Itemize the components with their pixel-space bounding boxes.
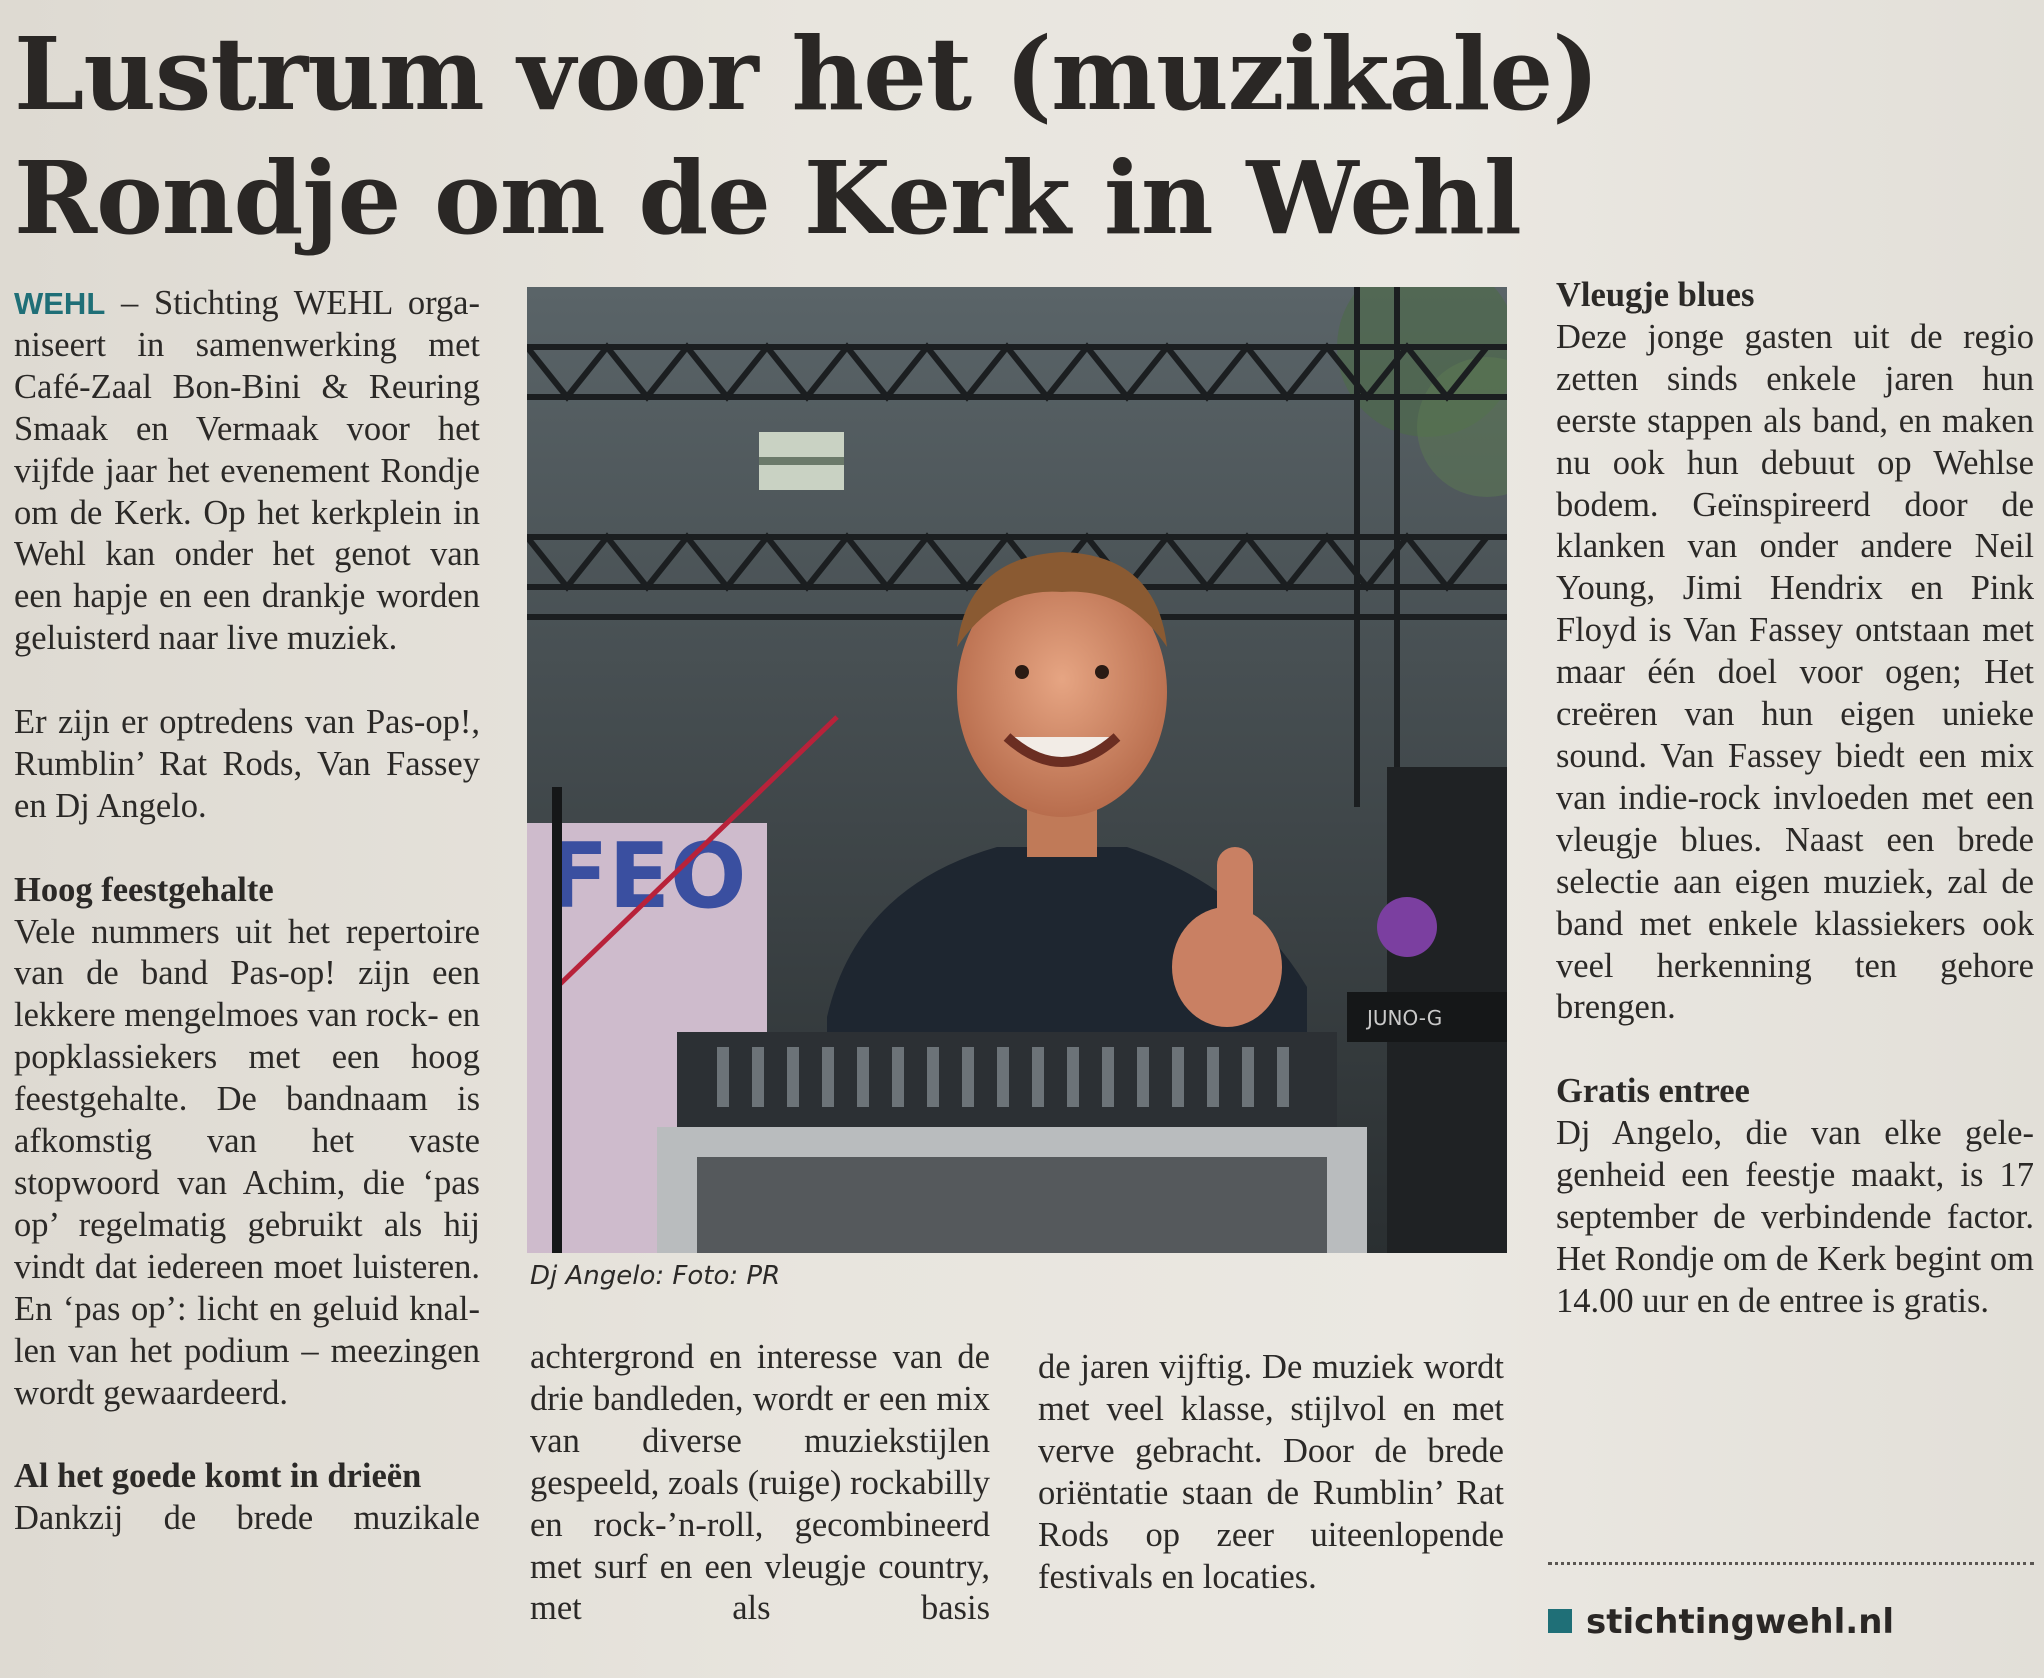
website-link[interactable]: stichtingwehl.nl [1586, 1602, 1895, 1642]
subheading-gratis-entree: Gratis entree [1556, 1072, 1750, 1111]
paragraph-van-fassey: Deze jonge gasten uit de regio zetten sinds enkele jaren hun eerste stappen als band, en maken nu ook hun debuut op Wehlse bodem. Geïnspireerd door de klanken van onder andere Neil Young, Jimi Hendrix en Pink Floyd is Van Fassey ontstaan met maar één doel voor ogen; Het creëren van hun eigen unieke sound. Van Fassey biedt een mix van indie-rock invloeden met een vleugje blues. Naast een brede selectie aan eigen muziek, zal de band met enkele klassiekers ook veel herkenning ten gehore brengen. [1556, 317, 2034, 1027]
headline-line-1: Lustrum voor het (muzikale) [14, 15, 1599, 133]
paragraph-column-3: de jaren vijftig. De muziek wordt met veel klasse, stijlvol en met verve gebracht. Door de brede oriëntatie staan de Rumblin’ Rat Rods op zeer uiteenlopende festivals en locaties. [1038, 1348, 1504, 1596]
paragraph-column-2: achtergrond en interesse van de drie bandleden, wordt er een mix van diverse muziekstijlen gespeeld, zoals (ruige) rockabilly en rock-’n-roll, gecombineerd met surf en een vleugje country, met als basis [530, 1338, 990, 1628]
website-footer [1548, 1598, 1894, 1646]
photo-caption: Dj Angelo: Foto: PR [530, 1261, 781, 1291]
paragraph-dj-angelo: Dj Angelo, die van elke gelegenheid een feestje maakt, is 17 september de verbindende factor. Het Rondje om de Kerk begint om 14.00 uur en de entree is gratis. [1556, 1114, 2034, 1320]
lead-paragraph [14, 283, 480, 660]
subheading-al-het-goede: Al het goede komt in drieën [14, 1457, 422, 1496]
photo-illustration [527, 287, 1507, 1253]
banner-text: FEO [547, 824, 747, 929]
column-1 [14, 283, 480, 1540]
subheading-vleugje-blues: Vleugje blues [1556, 276, 1755, 314]
dateline: WEHL [14, 286, 106, 321]
subheading-hoog-feestgehalte: Hoog feestgehalte [14, 870, 274, 909]
column-2 [530, 1337, 990, 1630]
headline-line-2: Rondje om de Kerk in Wehl [14, 139, 1521, 257]
paragraph-performers: Er zijn er optredens van Pas-op!, Rumblin’ Rat Rods, Van Fassey en Dj Angelo. [14, 703, 480, 825]
lead-text: – Stichting WEHL organiseert in samenwerking met Café-Zaal Bon-Bini & Reuring Smaak en Vermaak voor het vijfde jaar het evenement Rondje om de Kerk. Op het kerkplein in Wehl kan onder het genot van een hapje en een drankje worden geluisterd naar live muziek. [14, 284, 480, 658]
paragraph-pas-op: Vele nummers uit het repertoire van de band Pas-op! zijn een lekkere mengelmoes van rock- en popklassiekers met een hoog feestgehalte. De bandnaam is afkomstig van het vaste stopwoord van Achim, die ‘pas op’ regelmatig gebruikt als hij vindt dat iedereen moet luisteren. En ‘pas op’: licht en geluid knallen van het podium – meezingen wordt gewaardeerd. [14, 912, 480, 1412]
square-bullet-icon [1548, 1609, 1572, 1633]
column-3 [1038, 1347, 1504, 1598]
keyboard-label: JUNO-G [1367, 1006, 1443, 1030]
column-4 [1556, 275, 2034, 1323]
dotted-divider [1548, 1562, 2034, 1565]
article-headline [14, 12, 2034, 260]
paragraph-dankzij: Dankzij de brede muzikale [14, 1499, 480, 1538]
article-photo [527, 287, 1507, 1253]
